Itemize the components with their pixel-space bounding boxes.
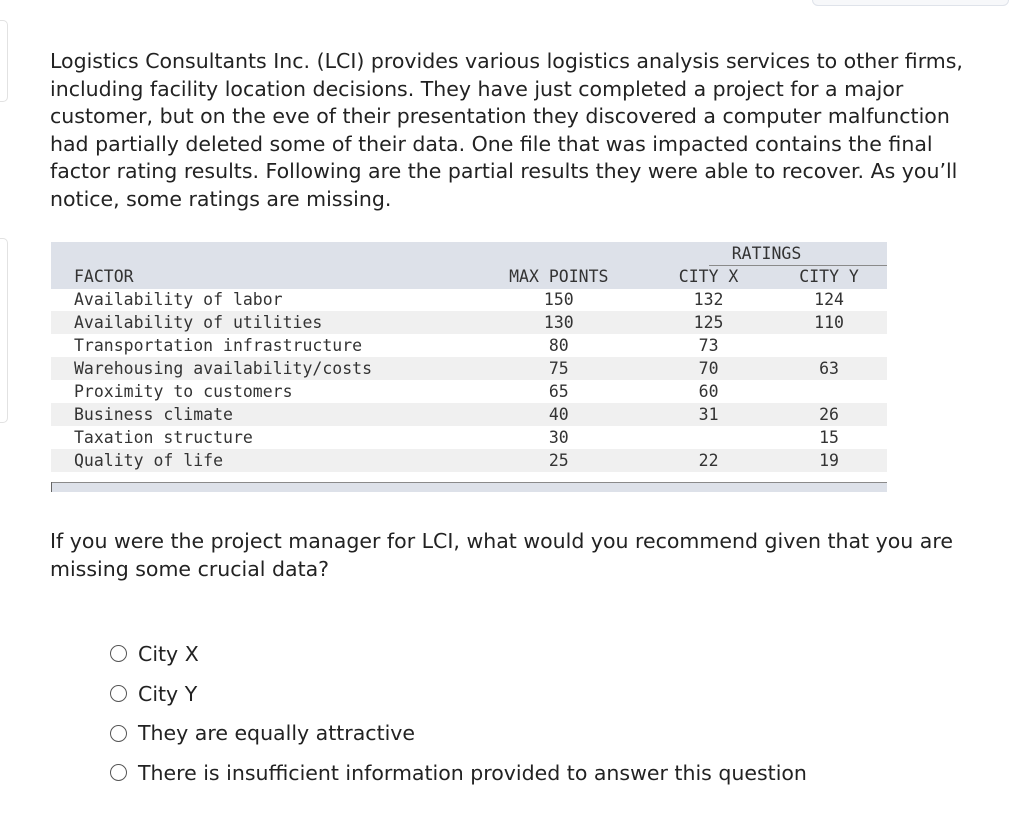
city-y-header: CITY Y [799, 267, 859, 286]
option-label: City X [138, 641, 199, 666]
table-row [51, 288, 887, 311]
max-points-header: MAX POINTS [509, 267, 609, 286]
city-y-cell: 63 [771, 357, 887, 380]
city-y-cell: 26 [771, 403, 887, 426]
city-x-cell: 132 [693, 290, 724, 309]
factor-cell: Business climate [51, 403, 472, 426]
radio-button[interactable] [110, 645, 127, 662]
table-row [51, 334, 887, 357]
city-y-cell: 124 [814, 290, 844, 309]
option-label: They are equally attractive [138, 721, 416, 746]
option-label: City Y [138, 681, 198, 706]
factor-rating-table [51, 242, 887, 492]
factor-cell: Availability of labor [74, 290, 283, 309]
group-header-row [51, 242, 887, 265]
city-x-cell [646, 426, 771, 449]
table-row [51, 426, 887, 449]
top-tab-edge [812, 0, 1009, 6]
factor-cell: Quality of life [51, 449, 472, 472]
factor-cell: Proximity to customers [74, 382, 293, 401]
option-equally-attractive[interactable] [110, 713, 807, 753]
radio-button[interactable] [110, 685, 127, 702]
table-footer-bar [51, 482, 887, 492]
intro-paragraph: Logistics Consultants Inc. (LCI) provides various logistics analysis services to other firms, including facility location decisions. They have just completed a project for a major customer, but on the eve of their presentation they discovered a computer malfunction had partially deleted some of their data. One file that was impacted contains the final factor rating results. Following are the partial results they were able to recover. As you’ll notice, some ratings are missing. [50, 49, 963, 211]
option-label: There is insufficient information provided to answer this question [138, 760, 807, 785]
column-header-row [51, 265, 887, 288]
factor-cell: Warehousing availability/costs [51, 357, 472, 380]
table-row [51, 357, 887, 380]
table-row [51, 380, 887, 403]
max-points-cell: 40 [472, 403, 646, 426]
max-points-cell: 80 [548, 336, 569, 355]
radio-button[interactable] [110, 764, 127, 781]
factor-table [51, 242, 887, 472]
table-row [51, 311, 887, 334]
city-x-header: CITY X [678, 267, 739, 286]
max-points-cell: 30 [548, 428, 569, 447]
table-footer-tick [51, 482, 52, 492]
option-insufficient-information[interactable] [110, 753, 807, 793]
city-y-cell: 19 [771, 449, 887, 472]
city-x-cell: 73 [698, 336, 719, 355]
option-city-y[interactable] [110, 674, 807, 714]
factor-cell: Transportation infrastructure [74, 336, 363, 355]
question-text: If you were the project manager for LCI, what would you recommend given that you are missing some crucial data? [50, 529, 953, 581]
factor-cell: Availability of utilities [51, 311, 472, 334]
city-x-cell: 22 [646, 449, 771, 472]
max-points-cell: 25 [472, 449, 646, 472]
max-points-cell: 75 [472, 357, 646, 380]
city-x-cell: 60 [698, 382, 719, 401]
max-points-cell: 150 [543, 290, 574, 309]
max-points-cell: 65 [548, 382, 569, 401]
table-row [51, 449, 887, 472]
factor-header: FACTOR [74, 267, 134, 286]
option-city-x[interactable] [110, 634, 807, 674]
city-x-cell: 31 [646, 403, 771, 426]
city-y-cell [771, 380, 887, 403]
city-x-cell: 125 [646, 311, 771, 334]
factor-cell: Taxation structure [74, 428, 253, 447]
city-y-cell: 15 [819, 428, 839, 447]
radio-button[interactable] [110, 725, 127, 742]
table-row [51, 403, 887, 426]
answer-options [110, 634, 807, 793]
city-x-cell: 70 [646, 357, 771, 380]
city-y-cell: 110 [771, 311, 887, 334]
left-edge-panel [0, 20, 8, 102]
empty-header-cell [51, 242, 472, 265]
empty-header-cell [472, 242, 646, 265]
max-points-cell: 130 [472, 311, 646, 334]
city-y-cell [771, 334, 887, 357]
ratings-header: RATINGS [731, 244, 802, 263]
left-edge-panel [0, 238, 8, 423]
